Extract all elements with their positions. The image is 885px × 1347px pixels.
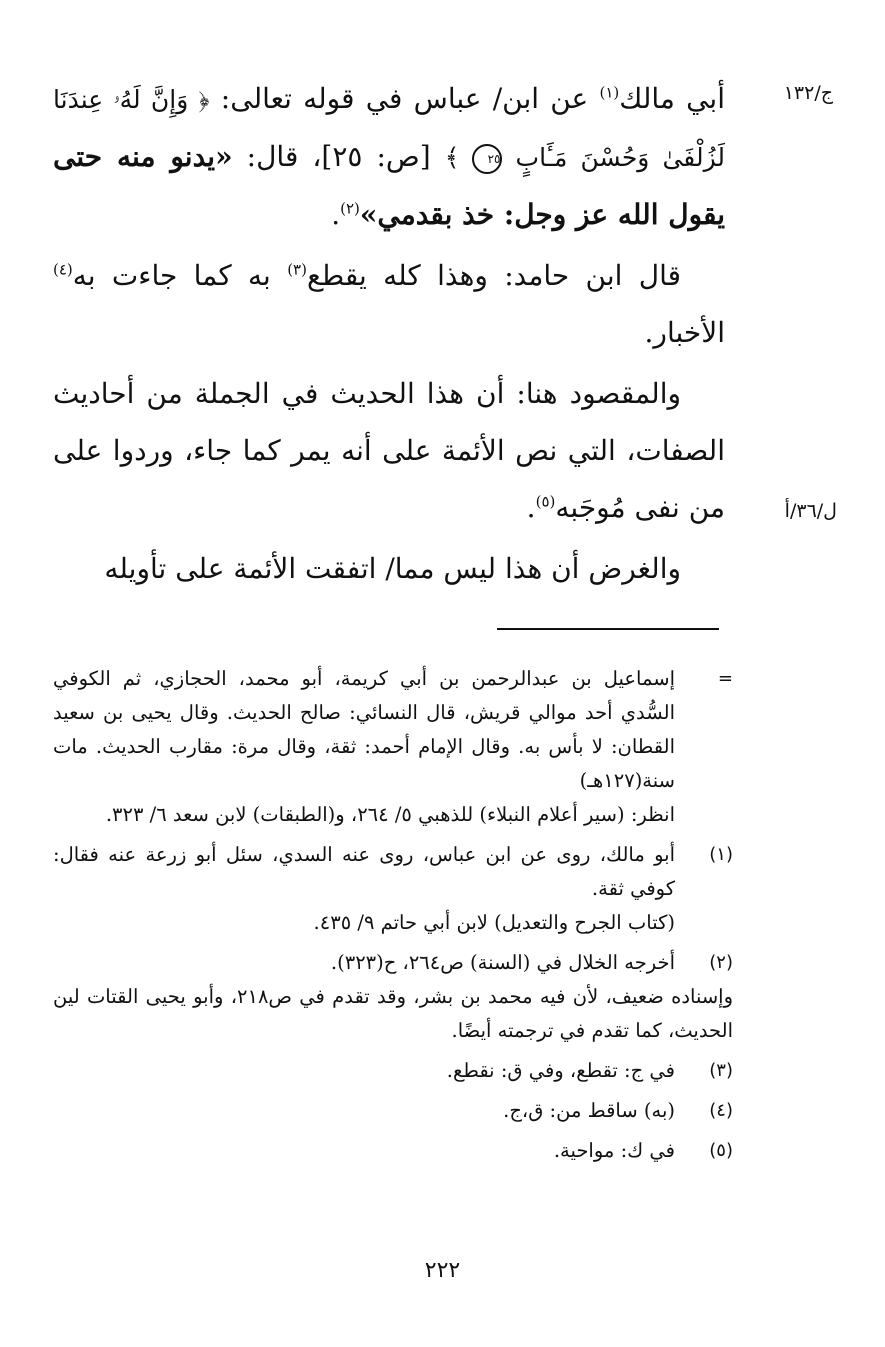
quran-verse: ﴿ وَإِنَّ لَهُۥ عِندَنَا لَزُلْفَىٰ وَحُسْنَ مَـَٔابٍ	[53, 85, 725, 172]
hadith-quote: «يدنو منه حتى يقول الله عز وجل: خذ بقدمي»	[53, 140, 725, 231]
text-run: .	[526, 491, 536, 524]
footnotes	[53, 662, 733, 1174]
paragraph-3	[53, 365, 725, 536]
footnote-number: (٤)	[709, 1100, 733, 1121]
text-run: .	[331, 198, 341, 231]
text-run: أبي مالك	[619, 82, 725, 115]
text-run: عن ابن/ عباس في قوله تعالى:	[209, 82, 600, 115]
paragraph-1	[53, 70, 725, 243]
footnote-number: (١)	[709, 844, 733, 865]
margin-manuscript-ref: ل/٣٦/أ	[784, 500, 837, 522]
footnote-number: (٥)	[709, 1140, 733, 1161]
paragraph-4	[53, 540, 725, 597]
footnote-ref: (٣)	[287, 260, 307, 279]
footnote-text: في ك: مواحية.	[553, 1139, 675, 1162]
verse-number-mark: ٢٥	[472, 144, 502, 174]
footnote-ref: (٥)	[535, 492, 556, 511]
footnote-text: إسماعيل بن عبدالرحمن بن أبي كريمة، أبو محمد، الحجازي، ثم الكوفي السُّدي أحد موالي قريش، قال النسائي: صالح الحديث. وقال يحيى بن سعيد القطان: لا بأس به. وقال الإمام أحمد: ثقة، وقال مرة: مقارب الحديث. مات سنة(١٢٧هـ)	[53, 667, 675, 792]
text-run: والمقصود هنا: أن هذا الحديث في الجملة من أحاديث الصفات، التي نص الأئمة على أنه يمر كما جاء، وردوا على من نفى مُوجَبه	[53, 377, 725, 524]
footnote-ref: (٤)	[53, 260, 73, 279]
footnote-text: (به) ساقط من: ق،ج.	[503, 1099, 675, 1122]
text-run: الأخبار.	[644, 316, 725, 349]
footnote-reference: انظر: (سير أعلام النبلاء) للذهبي ٥/ ٢٦٤، و(الطبقات) لابن سعد ٦/ ٣٢٣.	[105, 803, 675, 826]
continuation-marker: =	[717, 668, 733, 689]
footnote-5	[53, 1134, 733, 1168]
quran-bracket: ﴾	[444, 143, 473, 172]
text-run: [ص: ٢٥]، قال:	[232, 140, 445, 173]
footnote-continuation	[53, 662, 733, 832]
footnote-ref: (٢)	[340, 199, 360, 218]
page-number: ٢٢٢	[424, 1258, 461, 1283]
footnote-note: وإسناده ضعيف، لأن فيه محمد بن بشر، وقد تقدم في ص٢١٨، وأبو يحيى القتات لين الحديث، كما تقدم في ترجمته أيضًا.	[53, 985, 733, 1042]
footnote-text: أخرجه الخلال في (السنة) ص٢٦٤، ح(٣٢٣).	[330, 951, 675, 974]
footnote-4	[53, 1094, 733, 1128]
text-run: والغرض أن هذا ليس مما/ اتفقت الأئمة على تأويله	[104, 552, 681, 585]
footnote-1	[53, 838, 733, 940]
footnote-reference: (كتاب الجرح والتعديل) لابن أبي حاتم ٩/ ٤٣٥.	[313, 911, 675, 934]
footnote-3	[53, 1054, 733, 1088]
paragraph-2	[53, 247, 725, 361]
footnote-ref: (١)	[599, 83, 620, 102]
margin-manuscript-ref: ج/١٣٢	[783, 82, 833, 104]
footnote-2	[53, 946, 733, 1048]
footnote-number: (٢)	[709, 952, 733, 973]
text-run: قال ابن حامد: وهذا كله يقطع	[306, 259, 682, 292]
footnote-separator	[497, 628, 719, 630]
footnote-text: في ج: تقطع، وفي ق: نقطع.	[446, 1059, 675, 1082]
main-text	[53, 70, 725, 601]
footnote-text: أبو مالك، روى عن ابن عباس، روى عنه السدي، سئل أبو زرعة عنه فقال: كوفي ثقة.	[53, 843, 675, 900]
footnote-number: (٣)	[709, 1060, 733, 1081]
text-run: به كما جاءت به	[72, 259, 288, 292]
